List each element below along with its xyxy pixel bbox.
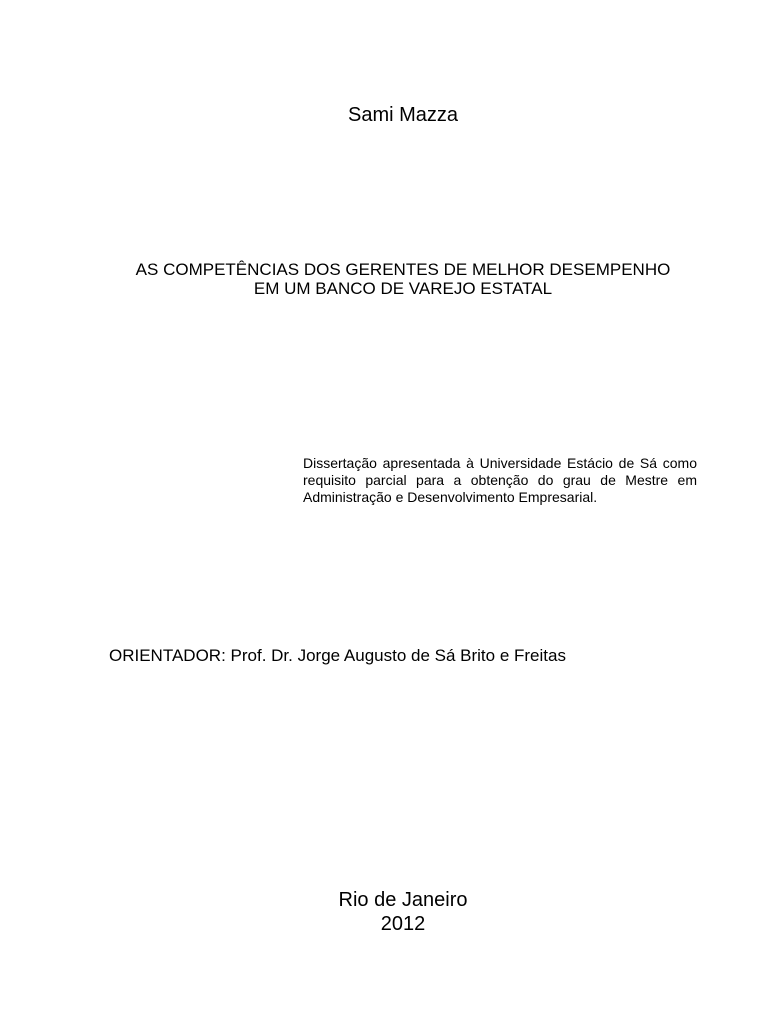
thesis-title (0, 260, 770, 298)
thesis-title-line-2: EM UM BANCO DE VAREJO ESTATAL (253, 279, 553, 298)
dissertation-note: Dissertação apresentada à Universidade Estácio de Sá como requisito parcial para a obtenção do grau de Mestre em Administração e Desenvolvimento Empresarial. (303, 455, 697, 505)
advisor-line: ORIENTADOR: Prof. Dr. Jorge Augusto de Sá Brito e Freitas (109, 646, 566, 665)
place-and-year (0, 888, 770, 936)
publication-year: 2012 (380, 913, 426, 935)
author-name: Sami Mazza (347, 104, 459, 126)
place-city: Rio de Janeiro (338, 889, 468, 911)
thesis-title-line-1: AS COMPETÊNCIAS DOS GERENTES DE MELHOR DESEMPENHO (135, 260, 671, 279)
